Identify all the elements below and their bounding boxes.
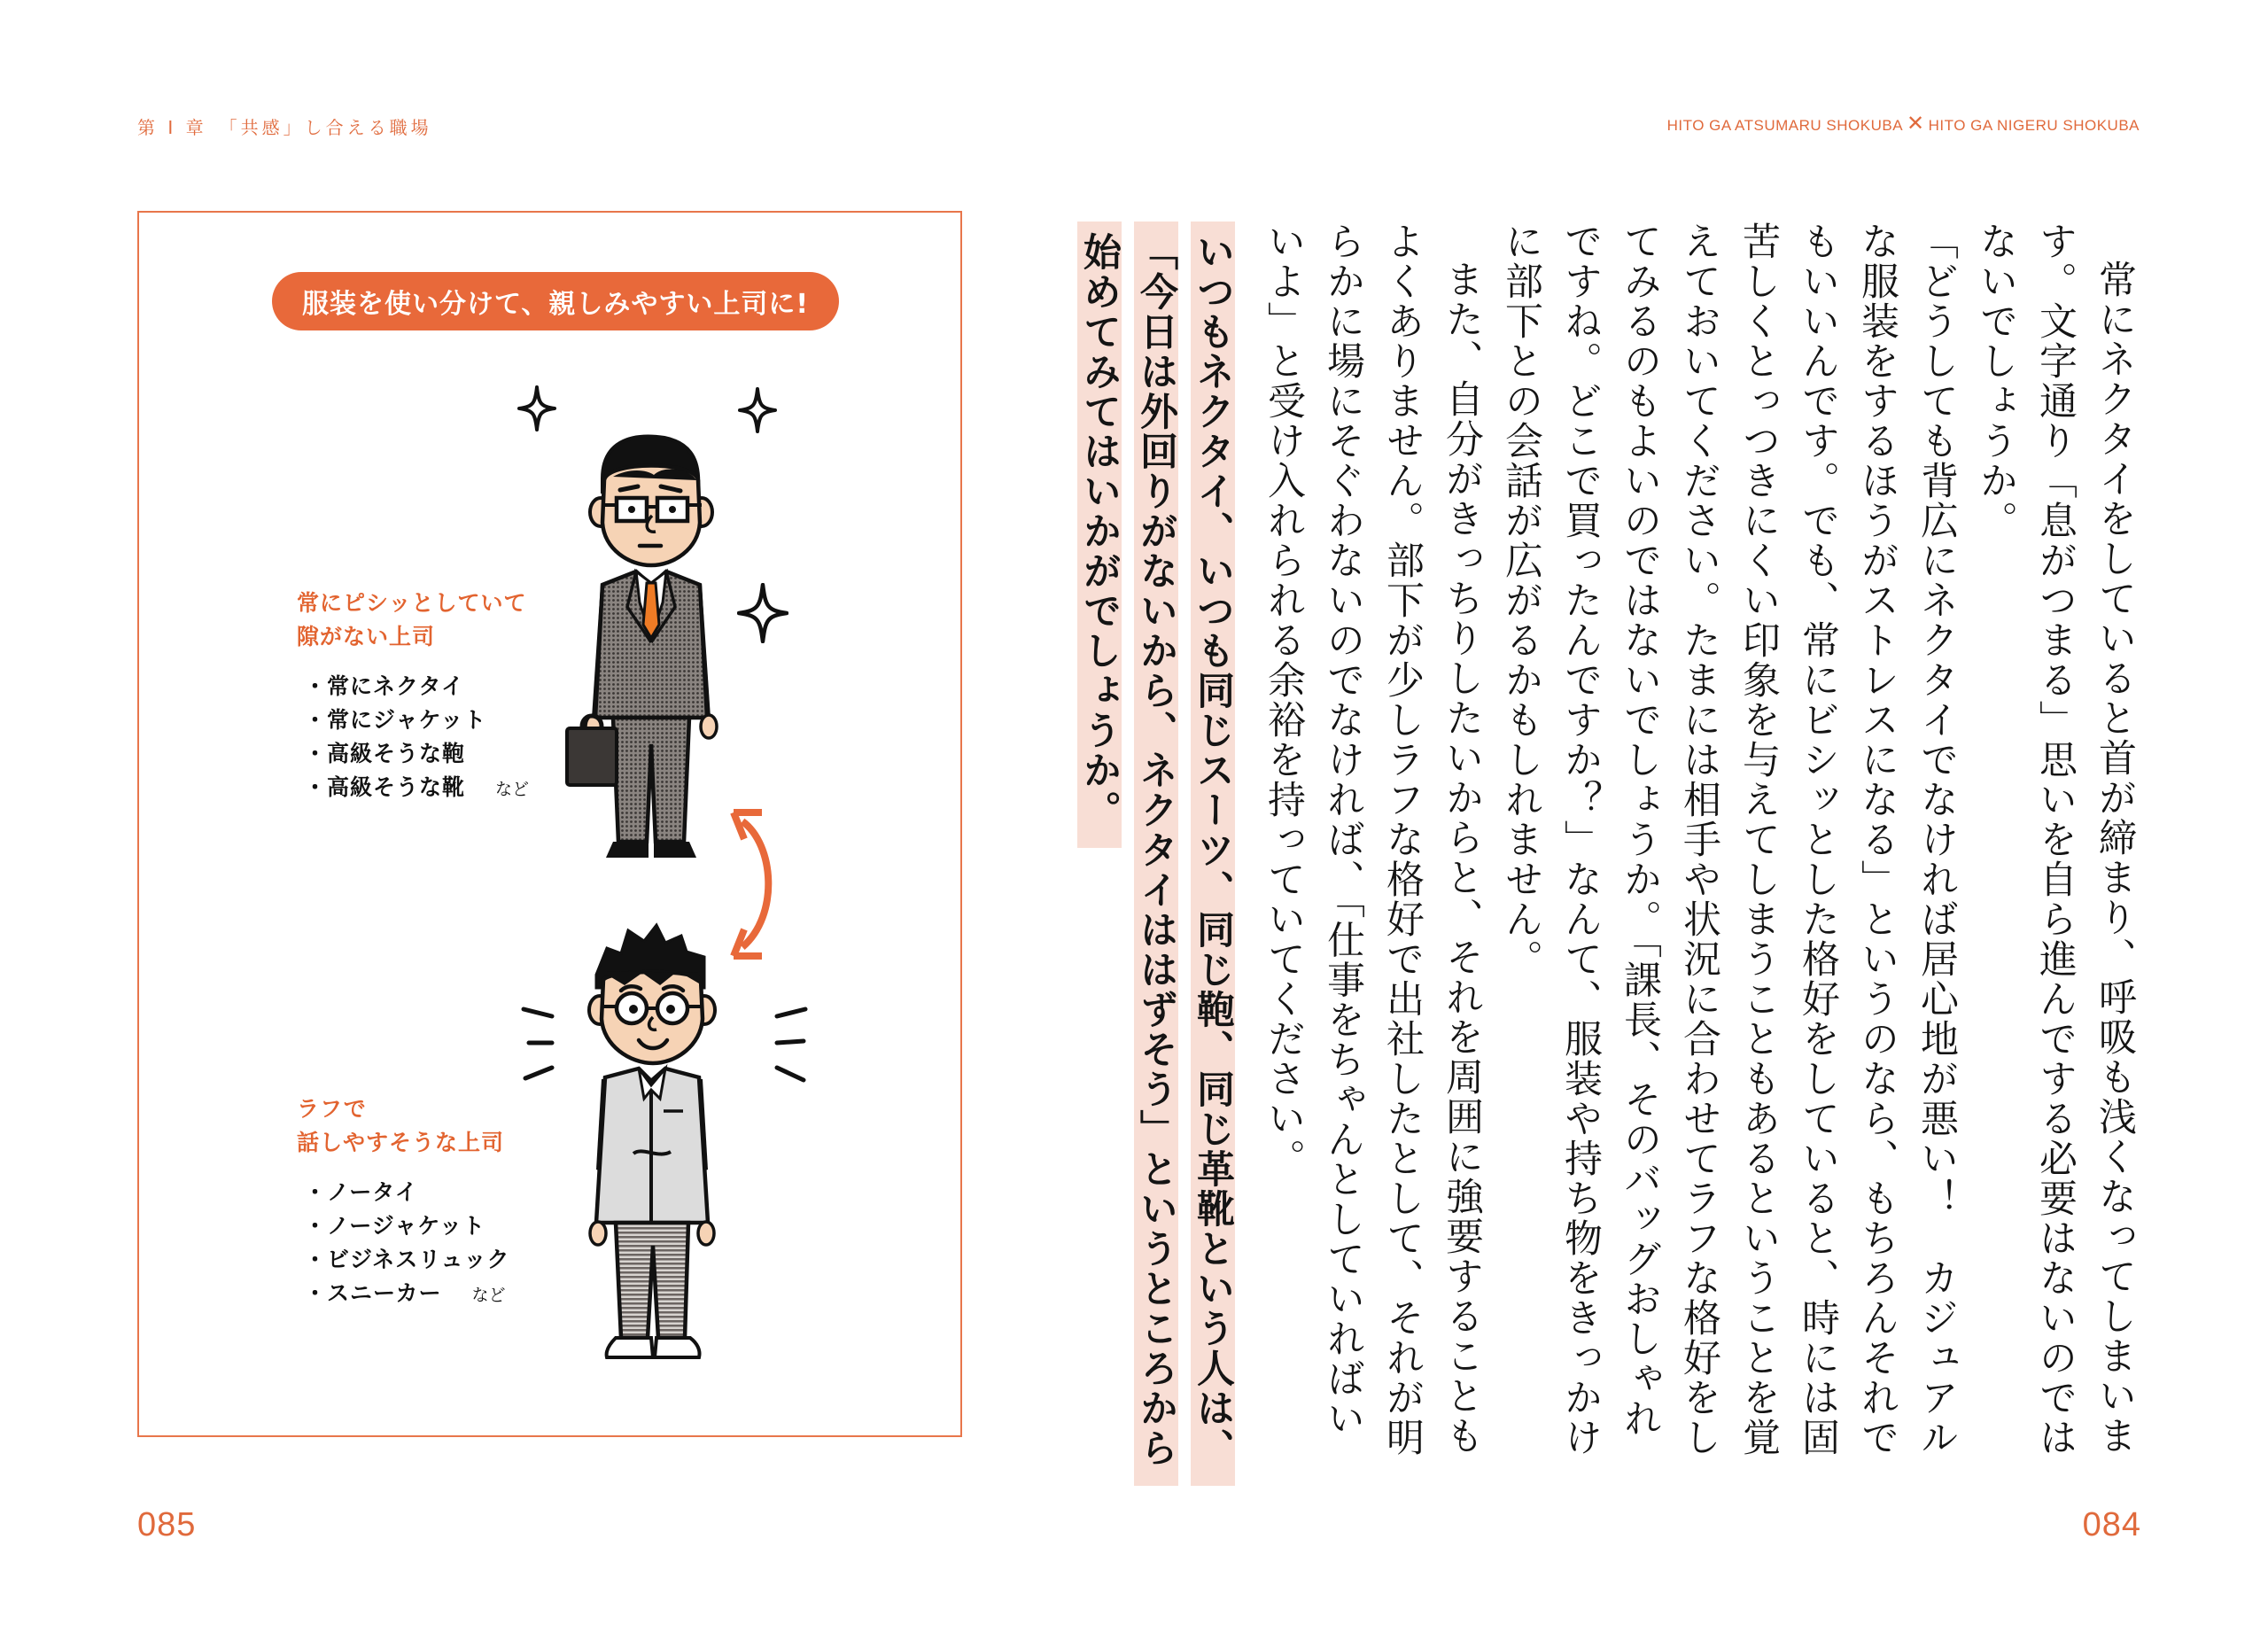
etc-label: など bbox=[471, 1286, 506, 1305]
emphasis-lines-icon bbox=[520, 1006, 564, 1085]
cross-icon: ✕ bbox=[1907, 112, 1925, 136]
body-paragraph: 常にネクタイをしていると首が締まり、呼吸も浅くなってしまいます。文字通り「息がつまる」思いを自ら進んでする必要はないのではないでしょうか。 bbox=[1974, 222, 2137, 1457]
illustration-title-pill: 服装を使い分けて、親しみやすい上司に! bbox=[272, 272, 839, 330]
list-item: ・ 常にネクタイ bbox=[304, 670, 529, 703]
highlighted-text: いつもネクタイ、いつも同じスーツ、同じ鞄、同じ革靴という人は、「今日は外回りがないから、ネクタイははずそう」というところから始めてみてはいかがでしょうか。 bbox=[1077, 222, 1235, 1486]
list-item: ・ ノータイ bbox=[304, 1176, 510, 1209]
list-item: ・ ノージャケット bbox=[304, 1209, 510, 1243]
formal-boss-heading: 常にピシッとしていて 隙がない上司 bbox=[297, 590, 527, 649]
formal-boss-list bbox=[304, 670, 529, 806]
body-paragraph: 「どうしても背広にネクタイでなければ居心地が悪い！ カジュアルな服装をするほうがストレスになる」というのなら、もちろんそれでもいいんです。でも、常にビシッとした格好をしていると、時には固苦しくとっつきにくい印象を与えてしまうこともあるということを覚えておいてください。たまには相手や状況に合わせてラフな格好をしてみるのもよいのではないでしょうか。「課長、そのバッグおしゃれですね。どこで買ったんですか？」なんて、服装や持ち物をきっかけに部下との会話が広がるかもしれません。 bbox=[1499, 222, 1959, 1457]
sparkle-icon bbox=[737, 583, 788, 643]
book-running-head bbox=[1666, 112, 2140, 136]
casual-boss-list bbox=[304, 1176, 510, 1312]
casual-man-figure bbox=[571, 921, 731, 1364]
page-number-left: 085 bbox=[137, 1506, 197, 1543]
body-paragraph: また、自分がきっちりしたいからと、それを周囲に強要することもよくありません。部下が少しラフな格好で出社したとして、それが明らかに場にそぐわないのでなければ、「仕事をちゃんとしていればいいよ」と受け入れられる余裕を持っていてください。 bbox=[1262, 222, 1484, 1457]
businessman-figure bbox=[567, 425, 726, 868]
list-item: ・ ビジネスリュック bbox=[304, 1243, 510, 1277]
sparkle-icon bbox=[517, 385, 556, 431]
page-number-right: 084 bbox=[2082, 1506, 2141, 1543]
list-item: ・ 高級そうな靴 など bbox=[304, 771, 529, 806]
emphasis-lines-icon bbox=[766, 1006, 811, 1085]
briefcase-icon bbox=[564, 709, 619, 789]
running-head-title-a: HITO GA ATSUMARU SHOKUBA bbox=[1666, 116, 1904, 134]
emphasis-paragraph bbox=[1071, 222, 1241, 1471]
formal-boss-caption bbox=[297, 587, 529, 806]
illustration-box bbox=[137, 211, 962, 1437]
list-item: ・ 常にジャケット bbox=[304, 703, 529, 737]
list-item: ・ スニーカー など bbox=[304, 1277, 510, 1312]
casual-boss-caption bbox=[297, 1092, 510, 1312]
sparkle-icon bbox=[738, 387, 777, 433]
list-item: ・ 高級そうな鞄 bbox=[304, 737, 529, 771]
double-curved-arrow-icon bbox=[730, 809, 792, 960]
casual-boss-heading: ラフで 話しやすそうな上司 bbox=[297, 1096, 505, 1155]
vertical-body-text bbox=[1071, 222, 2144, 1471]
chapter-running-head: 第 I 章 「共感」し合える職場 bbox=[137, 117, 432, 138]
running-head-title-b: HITO GA NIGERU SHOKUBA bbox=[1928, 116, 2140, 134]
etc-label: など bbox=[495, 780, 530, 799]
